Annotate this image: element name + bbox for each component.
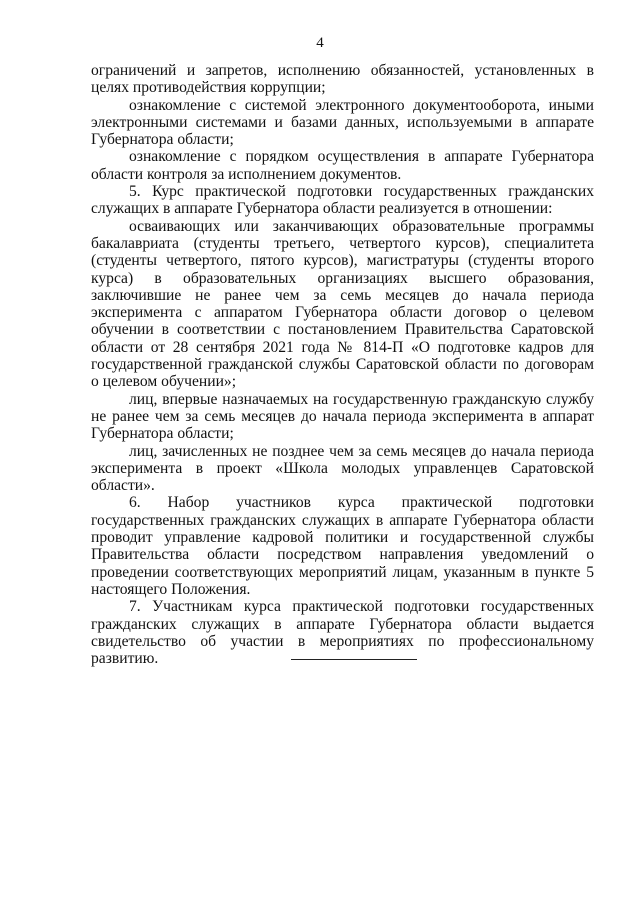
paragraph-new-servants: лиц, впервые назначаемых на государственную гражданскую службу не ранее чем за семь месяцев до начала периода эксперимента в аппарат Губернатора области; (91, 390, 594, 443)
paragraph-control-procedure: ознакомление с порядком осуществления в аппарате Губернатора области контроля за исполнением документов. (91, 148, 594, 183)
document-body (91, 62, 594, 667)
paragraph-young-managers: лиц, зачисленных не позднее чем за семь месяцев до начала периода эксперимента в проект «Школа молодых управленцев Саратовской области». (91, 442, 594, 495)
page-number: 4 (316, 35, 324, 51)
end-separator-line (291, 659, 417, 660)
paragraph-students: осваивающих или заканчивающих образовательные программы бакалавриата (студенты третьего, четвертого курсов), специалитета (студенты четвертого, пятого курсов), магистратуры (студенты второго курса) в образовательных организациях высшего образования, заключившие не ранее чем за семь месяцев до начала периода эксперимента с аппаратом Губернатора области договор о целевом обучении в соответствии с постановлением Правительства Саратовской области от 28 сентября 2021 года № 814-П «О подготовке кадров для государственной гражданской службы Саратовской области по договорам о целевом обучении»; (91, 217, 594, 391)
paragraph-continuation: ограничений и запретов, исполнению обязанностей, установленных в целях противодействия коррупции; (91, 62, 594, 97)
paragraph-item-6: 6. Набор участников курса практической подготовки государственных гражданских служащих в аппарате Губернатора области проводит управление кадровой политики и государственной службы Правительства области посредством направления уведомлений о проведении соответствующих мероприятий лицам, указанным в пункте 5 настоящего Положения. (91, 494, 594, 598)
paragraph-item-7: 7. Участникам курса практической подготовки государственных гражданских служащих в аппарате Губернатора области выдается свидетельство об участии в мероприятиях по профессиональному развитию. (91, 598, 594, 668)
paragraph-item-5: 5. Курс практической подготовки государственных гражданских служащих в аппарате Губернатора области реализуется в отношении: (91, 183, 594, 218)
paragraph-document-system: ознакомление с системой электронного документооборота, иными электронными системами и базами данных, используемыми в аппарате Губернатора области; (91, 96, 594, 149)
